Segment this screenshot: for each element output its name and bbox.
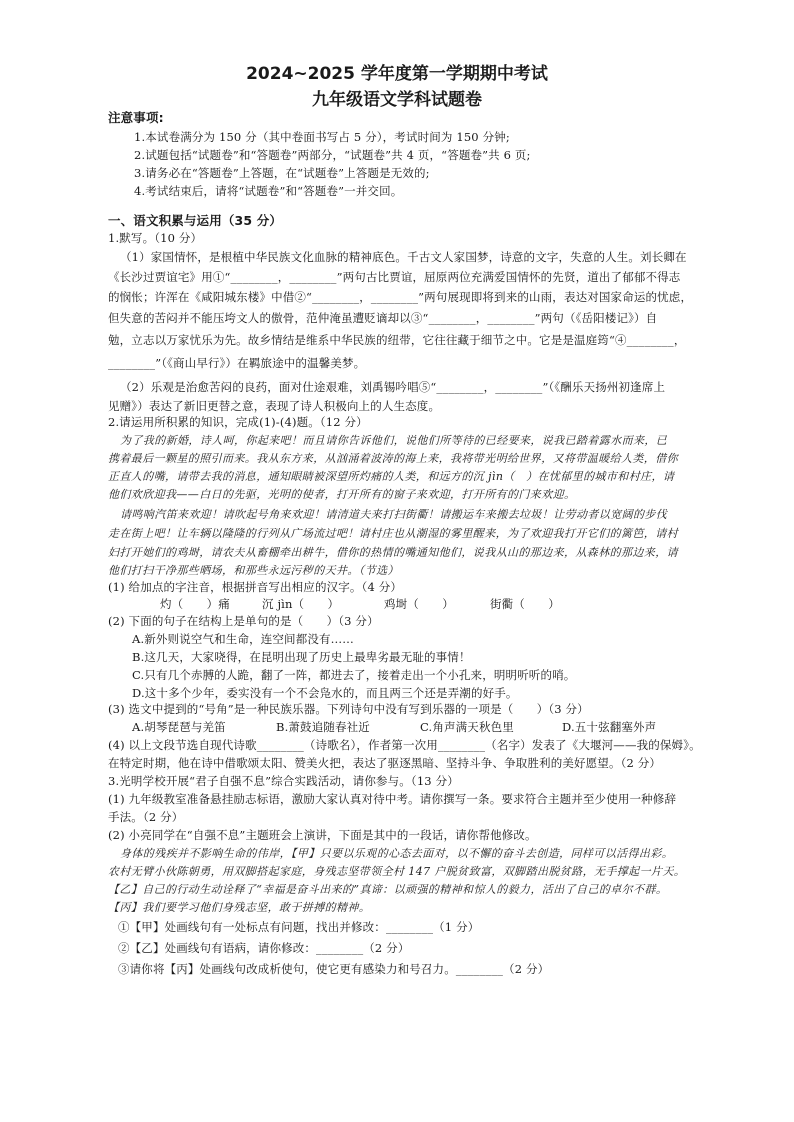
passage-line: 他们欢欣迎我——白日的先驱，光明的使者，打开所有的窗子来欢迎，打开所有的门来欢迎。: [108, 488, 576, 501]
passage-line: 妇打开她们的鸡埘，请农夫从畜棚牵出耕牛，借你的热情的嘴通知他们，说我从山的那边来，从森林的那边来，请: [108, 546, 678, 559]
pinyin-item: 沉 jìn（ ）: [262, 597, 340, 611]
question-text: ________”（《商山早行》）在羁旅途中的温馨美梦。: [108, 356, 366, 370]
speech-line: 农村无臂小伙陈朝勇，用双脚搭起家庭，身残志坚带领全村 147 户脱贫致富，双脚踏出脱贫路，无手撑起一片天。: [108, 865, 686, 878]
speech-line: 【乙】自己的行动生动诠释了“幸福是奋斗出来的”真谛：以顽强的精神和惊人的毅力，活出了自己的卓尔不群。: [108, 883, 668, 896]
sub-question: (2) 小亮同学在“自强不息”主题班会上演讲，下面是其中的一段话，请你帮他修改。: [108, 828, 537, 842]
note-item: 3.请务必在“答题卷”上答题，在“试题卷”上答题是无效的;: [134, 166, 430, 180]
sub-question: 手法。（2 分）: [108, 810, 184, 824]
option: D.这十多个少年，委实没有一个不会凫水的，而且两三个还是弄潮的好手。: [132, 686, 518, 700]
exam-title: 2024~2025 学年度第一学期期中考试: [246, 64, 548, 84]
passage-line: 他们打扫干净那些晒场，和那些永远污秽的天井。（节选）: [108, 564, 399, 577]
question-text: 见赠》）表达了新旧更替之意，表现了诗人积极向上的人生态度。: [108, 399, 441, 413]
sub-question: (4) 以上文段节选自现代诗歌________（诗歌名），作者第一次用________（名字）发表了《大堰河——我的保姆》。: [108, 738, 701, 752]
option: B.萧鼓追随春社近: [276, 720, 370, 734]
pinyin-item: 街衢（ ）: [490, 597, 560, 611]
passage-line: 携着最后一颗星的照引而来。我从东方来，从汹涌着波涛的海上来，我将带光明给世界，又将带温暖给人类，借你: [108, 452, 678, 465]
notes-heading: 注意事项:: [108, 110, 164, 125]
passage-line: 请鸣响汽笛来欢迎！请吹起号角来欢迎！请清道夫来打扫街衢！请搬运车来搬去垃圾！让劳动者以宽阔的步伐: [120, 508, 668, 521]
note-item: 1.本试卷满分为 150 分（其中卷面书写占 5 分），考试时间为 150 分钟;: [134, 130, 510, 144]
sub-question: (3) 选文中提到的“号角”是一种民族乐器。下列诗句中没有写到乐器的一项是（ ）（3 分）: [108, 702, 589, 716]
option: A.新外则说空气和生命，连空间都没有……: [132, 632, 354, 646]
exam-subtitle: 九年级语文学科试题卷: [312, 90, 482, 110]
question-text: 的悯怅；许浑在《咸阳城东楼》中借②“________，________”两句展现即将到来的山雨，表达对国家命运的忧虑，: [108, 290, 693, 304]
option: C.角声满天秋色里: [420, 720, 514, 734]
sub-question: 在特定时期，他在诗中借歌颂太阳、赞美火把，表达了驱逐黑暗、坚持斗争、争取胜利的美好愿望。（2 分）: [108, 756, 662, 770]
question-text: （1）家国情怀，是根植中华民族文化血脉的精神底色。千古文人家国梦，诗意的文字，失意的人生。刘长卿在: [120, 250, 687, 264]
task-item: ③请你将【丙】处画线句改成析使句，使它更有感染力和号召力。________（2 分）: [118, 962, 550, 976]
speech-line: 【丙】我们要学习他们身残志坚，敢于拼搏的精神。: [108, 901, 371, 914]
pinyin-item: 灼（ ）痛: [160, 597, 230, 611]
pinyin-item: 鸡埘（ ）: [384, 597, 454, 611]
sub-question: (1) 给加点的字注音，根据拼音写出相应的汉字。（4 分）: [108, 580, 403, 594]
note-item: 2.试题包括“试题卷”和“答题卷”两部分，“试题卷”共 4 页，“答题卷”共 6 页;: [134, 148, 531, 162]
question-text: （2）乐观是治愈苦闷的良药，面对仕途艰难，刘禹锡吟唱⑤“________，________”（《酬乐天扬州初逢席上: [120, 380, 666, 394]
question-title: 1.默写。（10 分）: [108, 231, 203, 245]
task-item: ②【乙】处画线句有语病，请你修改：________（2 分）: [118, 941, 410, 955]
speech-line: 身体的残疾并不影响生命的伟岸，【甲】只要以乐观的心态去面对，以不懈的奋斗去创造，同样可以活得出彩。: [120, 847, 674, 860]
option: B.这几天，大家哓得，在昆明出现了历史上最卑劣最无耻的事情！: [132, 650, 471, 664]
question-text: 勉，立志以万家忧乐为先。故乡情结是维系中华民族的纽带，它往往藏于细节之中。它是是温庭筠“④________，: [108, 333, 686, 347]
option: D.五十弦翻塞外声: [562, 720, 657, 734]
passage-line: 正直人的嘴，请带去我的消息，通知眼睛被深望所灼痛的人类，和远方的沉 jìn（ ）在忧郁里的城市和村庄，请: [108, 470, 675, 483]
passage-line: 走在街上吧！让车辆以隆隆的行列从广场流过吧！请村庄也从潮湿的雾里醒来，为了欢迎我打开它们的篱笆，请村: [108, 527, 678, 540]
task-item: ①【甲】处画线句有一处标点有问题，找出并修改：________（1 分）: [118, 920, 480, 934]
question-title: 2.请运用所积累的知识，完成(1)-(4)题。（12 分）: [108, 415, 368, 429]
option: A.胡琴琵琶与羌笛: [132, 720, 226, 734]
sub-question: (2) 下面的句子在结构上是单句的是（ ）（3 分）: [108, 614, 379, 628]
question-text: 《长沙过贾谊宅》用①“________，________”两句古比贾谊，屈原两位充满爱国情怀的先贤，道出了郁郁不得志: [108, 270, 681, 284]
question-text: 但失意的苦闷并不能压垮文人的傲骨，范仲淹虽遭贬谪却以③“________，________”两句（《岳阳楼记》）自: [108, 311, 658, 325]
question-title: 3.光明学校开展“君子自强不息”综合实践活动，请你参与。（13 分）: [108, 774, 459, 788]
note-item: 4.考试结束后，请将“试题卷”和“答题卷”一并交回。: [134, 184, 403, 198]
option: C.只有几个赤膊的人跪，翻了一阵，都进去了，接着走出一个小孔来，明明听听的哨。: [132, 668, 576, 682]
sub-question: (1) 九年级教室准备悬挂励志标语，激励大家认真对待中考。请你撰写一条。要求符合主题并至少使用一种修辞: [108, 792, 677, 806]
passage-line: 为了我的新婚，诗人呵，你起来吧！而且请你告诉他们，说他们所等待的已经要来，说我已踏着露水而来，已: [120, 434, 668, 447]
section-heading: 一、语文积累与运用（35 分）: [108, 213, 282, 228]
